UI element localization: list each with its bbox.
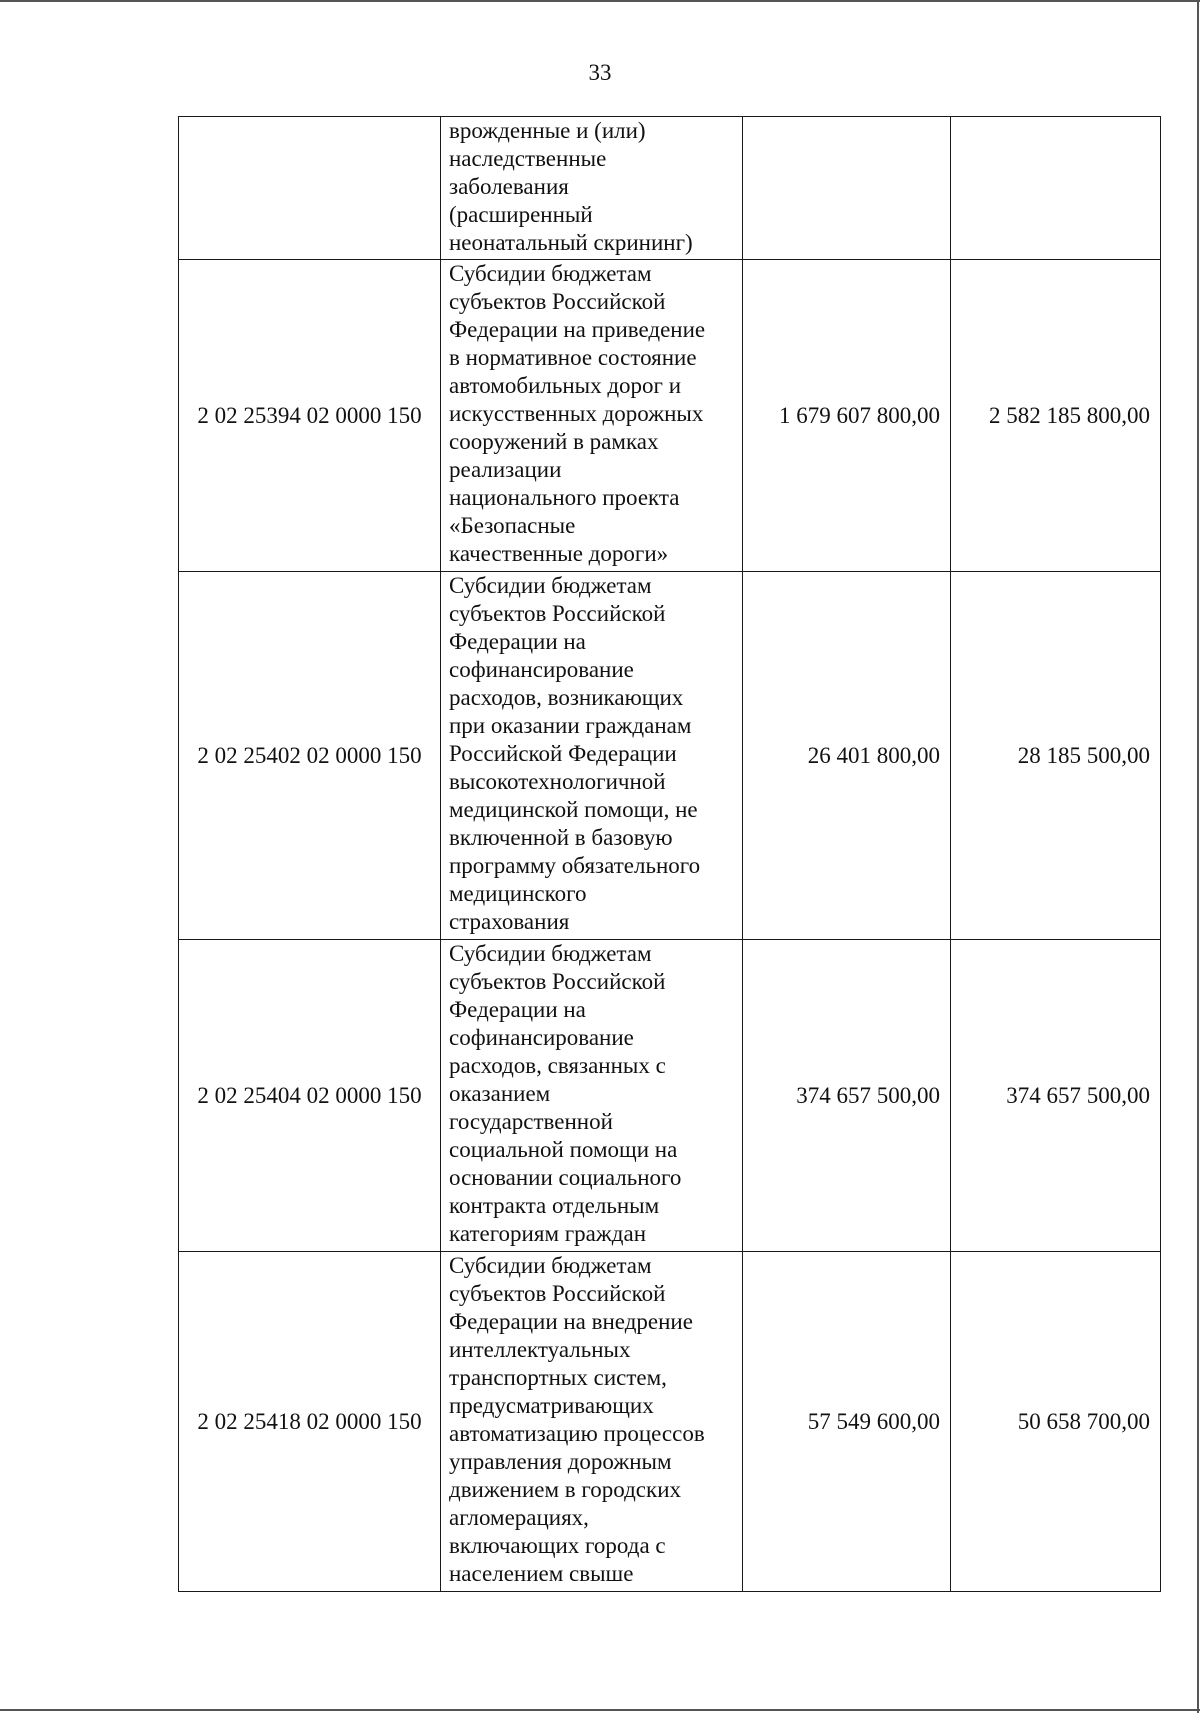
description-text: врожденные и (или) наследственные заболевания (расширенный неонатальный скрининг) xyxy=(449,118,693,255)
budget-code-cell: 2 02 25394 02 0000 150 xyxy=(179,260,441,572)
table-row xyxy=(179,572,1161,940)
budget-table xyxy=(178,116,1161,1592)
scan-edge-top xyxy=(0,0,1200,2)
scan-edge-right xyxy=(1197,0,1199,1713)
description-cell xyxy=(441,117,743,260)
amount-year1-cell: 1 679 607 800,00 xyxy=(743,260,951,572)
budget-code-cell xyxy=(179,117,441,260)
amount-year2-cell: 28 185 500,00 xyxy=(951,572,1161,940)
budget-code-cell: 2 02 25402 02 0000 150 xyxy=(179,572,441,940)
amount-year2-cell xyxy=(951,117,1161,260)
description-cell xyxy=(441,1252,743,1592)
amount-year2-cell: 50 658 700,00 xyxy=(951,1252,1161,1592)
budget-code-cell: 2 02 25404 02 0000 150 xyxy=(179,940,441,1252)
description-cell xyxy=(441,572,743,940)
description-text: Субсидии бюджетам субъектов Российской Федерации на внедрение интеллектуальных транспортных систем, предусматривающих автоматизацию процессов управления дорожным движением в городских агломерациях, включающих города с населением свыше xyxy=(449,1253,705,1586)
table-row xyxy=(179,940,1161,1252)
amount-year2-cell: 2 582 185 800,00 xyxy=(951,260,1161,572)
amount-year1-cell: 26 401 800,00 xyxy=(743,572,951,940)
description-cell xyxy=(441,260,743,572)
description-text: Субсидии бюджетам субъектов Российской Федерации на софинансирование расходов, связанных с оказанием государственной социальной помощи на основании социального контракта отдельным категориям граждан xyxy=(449,941,682,1246)
description-text: Субсидии бюджетам субъектов Российской Федерации на софинансирование расходов, возникающих при оказании гражданам Российской Федерации высокотехнологичной медицинской помощи, не включенной в базовую программу обязательного медицинского страхования xyxy=(449,573,701,934)
table-row xyxy=(179,1252,1161,1592)
budget-code-cell: 2 02 25418 02 0000 150 xyxy=(179,1252,441,1592)
amount-year1-cell xyxy=(743,117,951,260)
amount-year2-cell: 374 657 500,00 xyxy=(951,940,1161,1252)
page-number: 33 xyxy=(588,60,612,85)
description-cell xyxy=(441,940,743,1252)
table-row xyxy=(179,260,1161,572)
amount-year1-cell: 374 657 500,00 xyxy=(743,940,951,1252)
amount-year1-cell: 57 549 600,00 xyxy=(743,1252,951,1592)
description-text: Субсидии бюджетам субъектов Российской Федерации на приведение в нормативное состояние автомобильных дорог и искусственных дорожных сооружений в рамках реализации национального проекта «Безопасные качественные дороги» xyxy=(449,261,706,566)
scan-edge-bottom xyxy=(0,1709,1200,1711)
table-row xyxy=(179,117,1161,260)
